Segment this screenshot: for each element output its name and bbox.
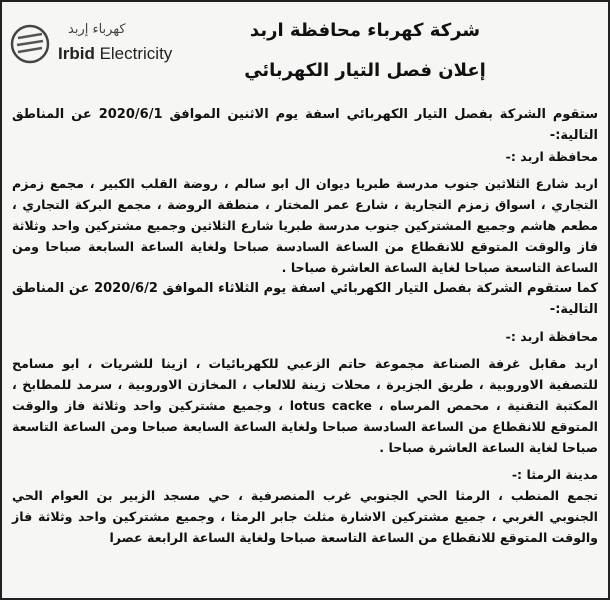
notice-1-region: محافظة اربد :- [505,149,598,164]
company-title: شركة كهرباء محافظة اربد [249,20,481,41]
announcement-title: إعلان فصل التيار الكهربائي [244,60,486,81]
irbid-electricity-logo [10,14,210,76]
notice-1-intro: ستقوم الشركة بفصل التيار الكهربائي اسفة يوم الاثنين الموافق 2020/6/1 عن المناطق التالية:- [12,107,598,143]
notice-3-details: تجمع المنطب ، الرمثا الحي الجنوبي غرب المنصرفية ، حي مسجد الزبير بن العوام الحي الجنوبي الغربي ، جميع مشتركين الاشارة مثلث جابر الرمثا ، وجميع مشتركين واحد وثلاثة فاز والوقت المتوقع للانقطاع من الساعة التاسعة صباحا ولغاية الساعة الرابعة عصرا [12,488,598,545]
notice-3-region: مدينة الرمثا :- [511,467,598,482]
logo-english-text: Irbid Electricity [58,44,173,63]
notice-1-details: اربد شارع الثلاثين جنوب مدرسة طبريا ديوان ال ابو سالم ، روضة القلب الكبير ، مجمع زمزم التجاري ، اسواق زمزم التجارية ، شارع عمر المختار ، منطقة الروضة ، مجمع البركة التجاري ، مطعم هاشم وجميع المشتركين جنوب مدرسة طبريا شارع الثلاثين وجميع مشتركين واحد وثلاثة فاز والوقت المتوقع للانقطاع من الساعة السادسة صباحا ولغاية الساعة السابعة صباحا ومن الساعة التاسعة صباحا لغاية الساعة العاشرة صباحا . [12,176,598,275]
notice-2-region: محافظة اربد :- [505,329,598,344]
notice-2-details: اربد مقابل غرفة الصناعة مجموعة حاتم الزعبي للكهربائيات ، ازينا للشريات ، ابو مسامح للتصفية الاوروبية ، طريق الجزيرة ، محلات زينة للالعاب ، المخازن الاوروبية ، سرمد للمطابخ ، المكتبة التقنية ، محمص المرساه ، lotus cacke ، وجميع مشتركين واحد وثلاثة فاز والوقت المتوقع للانقطاع من الساعة السادسة صباحا ولغاية الساعة السابعة صباحا ومن الساعة التاسعة صباحا لغاية الساعة العاشرة صباحا . [12,356,598,455]
logo-arabic-text: كهرباء إربد [68,22,126,37]
announcement-body [12,104,598,548]
notice-2-intro: كما ستقوم الشركة بفصل التيار الكهربائي اسفة يوم الثلاثاء الموافق 2020/6/2 عن المناطق التالية:- [12,281,598,317]
logo-emblem-icon [10,24,50,64]
